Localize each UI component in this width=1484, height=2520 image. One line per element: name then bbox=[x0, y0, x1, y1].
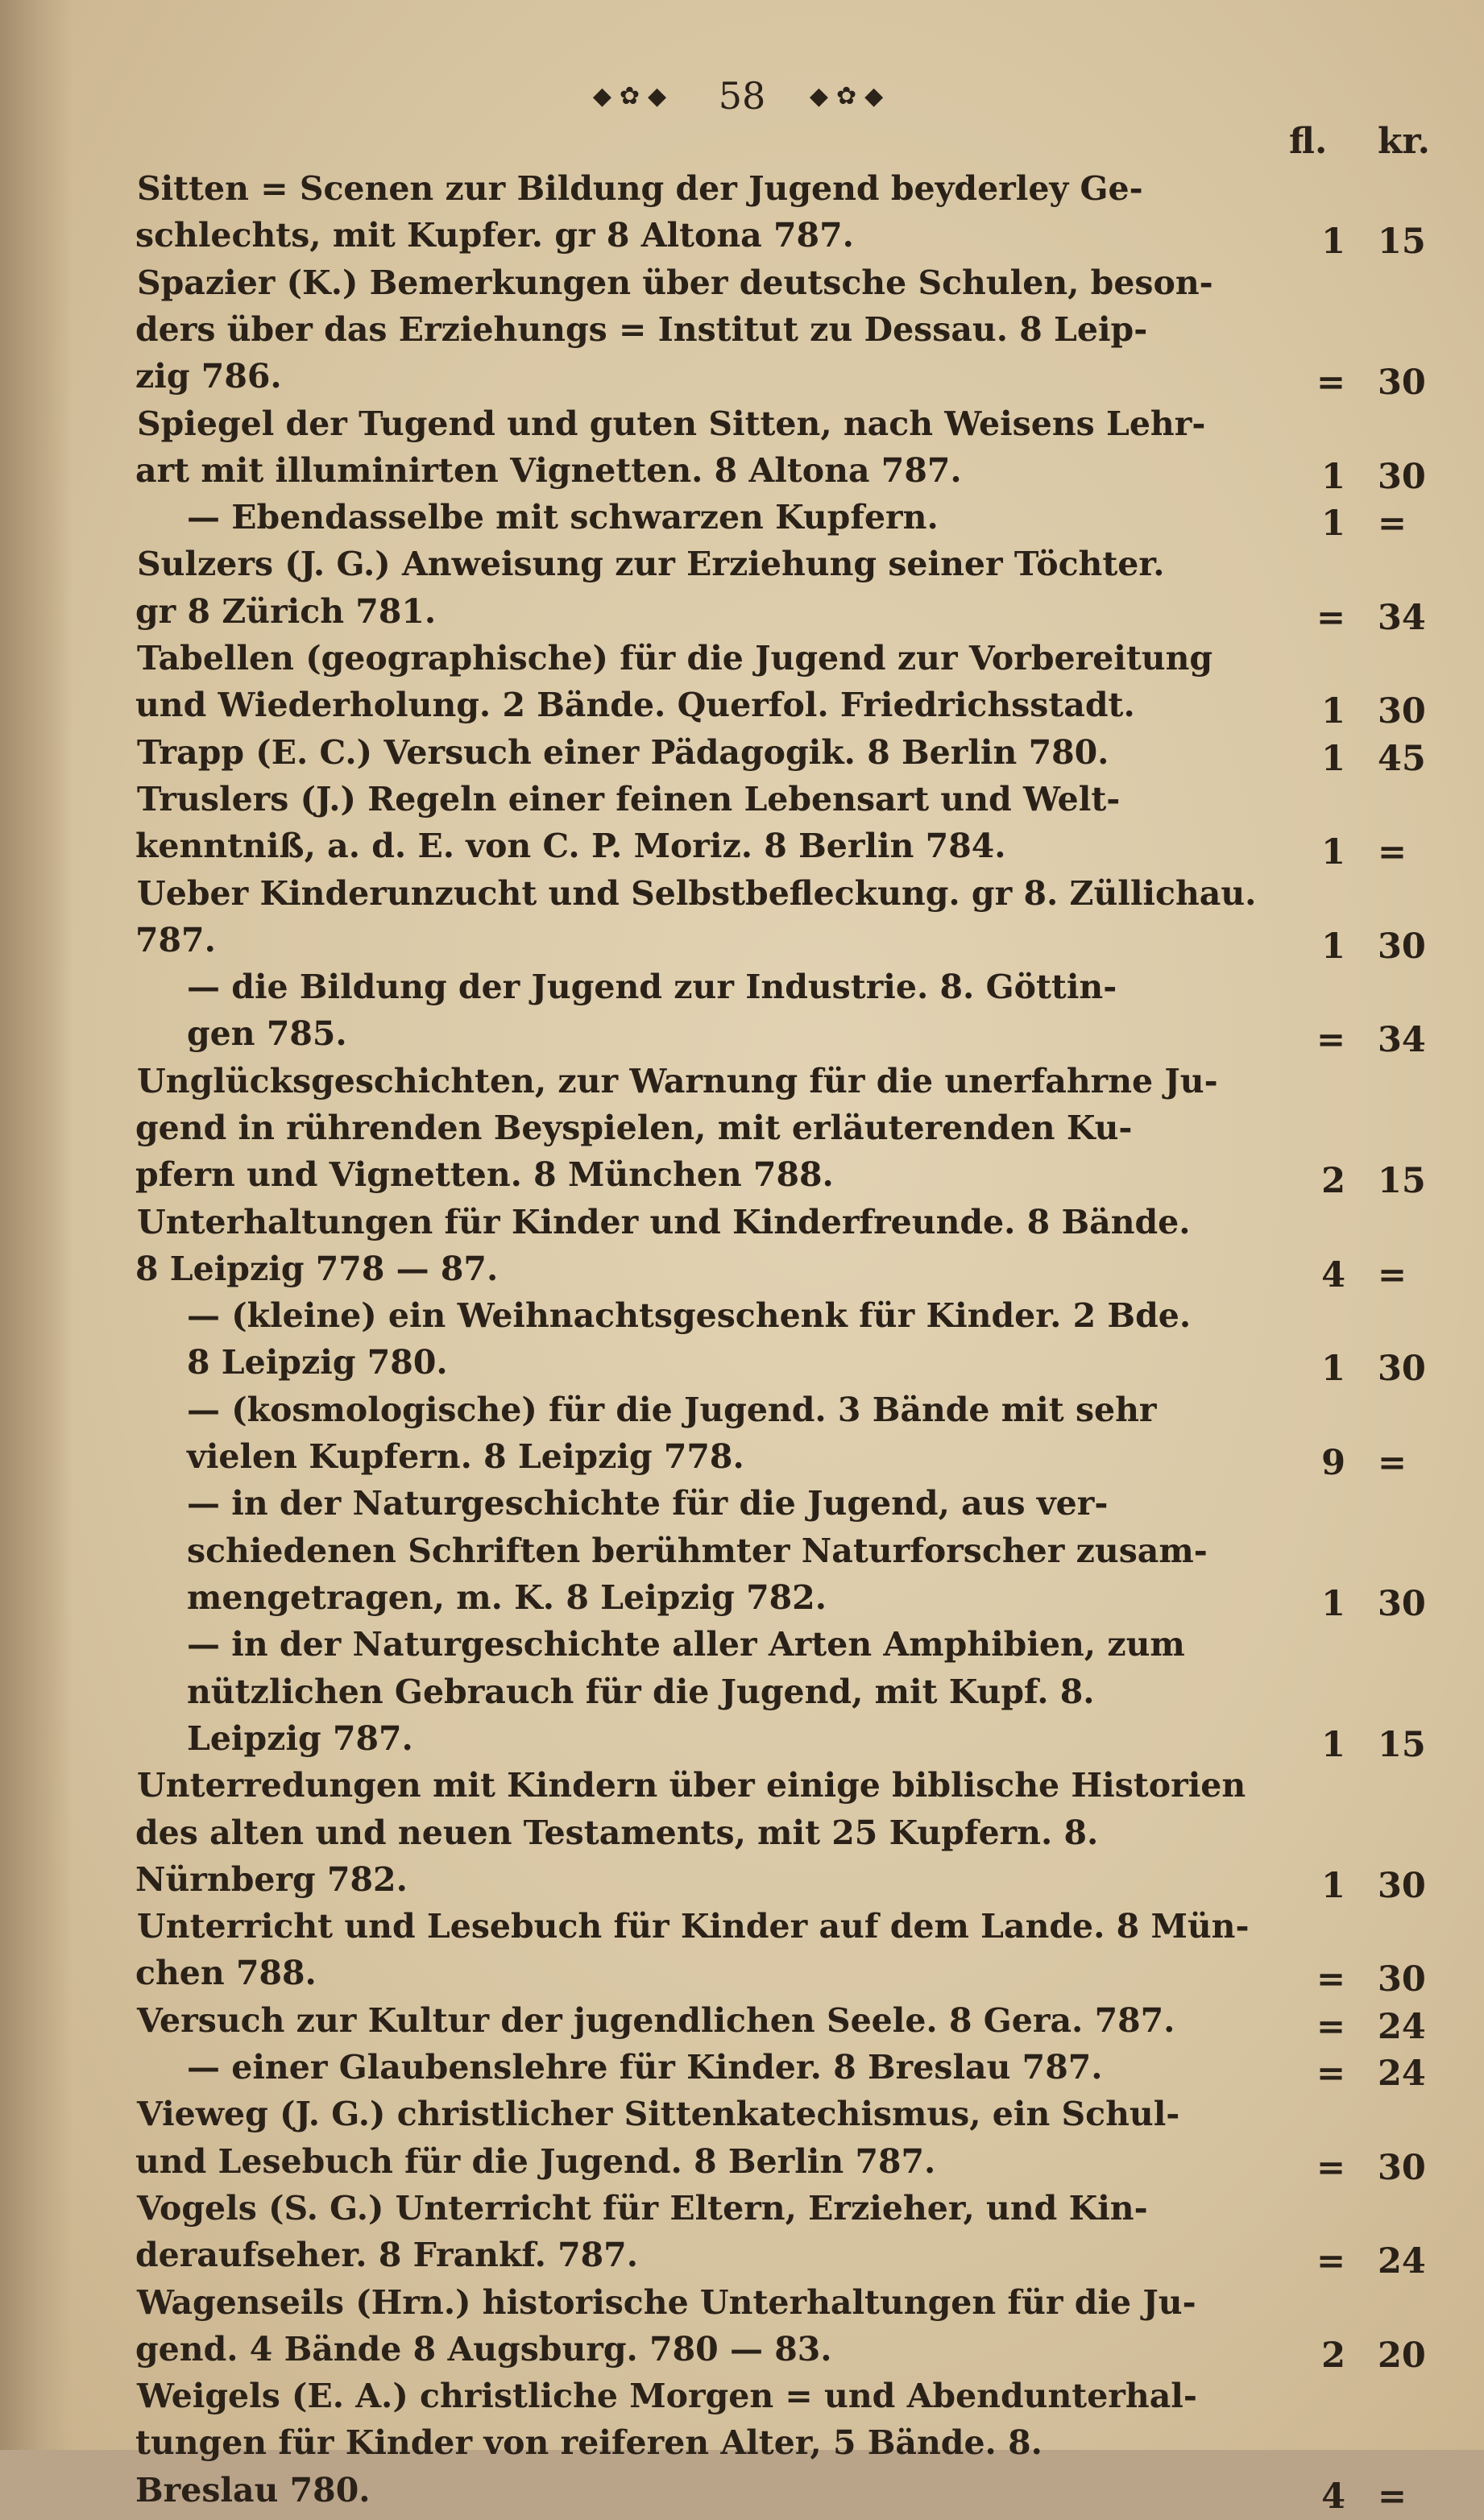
entry-price bbox=[1289, 595, 1466, 641]
ornament-left: ◆✿◆ bbox=[592, 81, 675, 110]
florin-column-label: fl. bbox=[1289, 121, 1328, 162]
entry-line: Versuch zur Kultur der jugendlichen Seele. 8 Gera. 787. bbox=[137, 2001, 1175, 2040]
entry-line: pfern und Vignetten. 8 München 788. bbox=[135, 1155, 834, 1194]
entry-line: — Ebendasselbe mit schwarzen Kupfern. bbox=[187, 498, 939, 537]
price-kreuzer: 15 bbox=[1378, 1161, 1426, 1201]
price-kreuzer: 34 bbox=[1378, 1020, 1426, 1060]
entry-line: gr 8 Zürich 781. bbox=[135, 592, 437, 631]
entry-line: Unterredungen mit Kindern über einige biblische Historien bbox=[137, 1766, 1246, 1805]
entry-line: 8 Leipzig 778 — 87. bbox=[135, 1250, 499, 1288]
price-kreuzer: 34 bbox=[1378, 598, 1426, 638]
price-kreuzer: = bbox=[1378, 1443, 1407, 1483]
entry-line: schlechts, mit Kupfer. gr 8 Altona 787. bbox=[135, 216, 854, 255]
price-florin: = bbox=[1316, 2054, 1345, 2094]
price-florin: = bbox=[1316, 1959, 1345, 2000]
entry-line: Sitten = Scenen zur Bildung der Jugend beyderley Ge- bbox=[137, 169, 1143, 208]
price-kreuzer: 30 bbox=[1378, 1959, 1426, 2000]
entry-line: Breslau 780. bbox=[135, 2471, 371, 2510]
entry-price bbox=[1289, 1158, 1466, 1204]
entry-line: Vieweg (J. G.) christlicher Sittenkatechismus, ein Schul- bbox=[137, 2095, 1180, 2133]
price-kreuzer: 24 bbox=[1378, 2007, 1426, 2047]
ornament-right: ◆✿◆ bbox=[809, 81, 892, 110]
entry-line: gen 785. bbox=[187, 1014, 347, 1053]
price-kreuzer: 30 bbox=[1378, 1584, 1426, 1624]
price-florin: = bbox=[1316, 363, 1345, 403]
page-number: 58 bbox=[718, 74, 766, 118]
entry-line: ders über das Erziehungs = Institut zu Dessau. 8 Leip- bbox=[135, 310, 1148, 349]
entry-line: art mit illuminirten Vignetten. 8 Altona 787. bbox=[135, 451, 962, 490]
price-kreuzer: 15 bbox=[1378, 1725, 1426, 1765]
price-kreuzer: 30 bbox=[1378, 457, 1426, 497]
entry-price bbox=[1289, 2473, 1466, 2520]
price-florin: 1 bbox=[1321, 1584, 1345, 1624]
entry-line: tungen für Kinder von reiferen Alter, 5 Bände. 8. bbox=[135, 2423, 1043, 2462]
price-florin: 1 bbox=[1321, 739, 1345, 779]
entry-price bbox=[1289, 1956, 1466, 2003]
entry-price bbox=[1289, 1440, 1466, 1486]
entry-price bbox=[1289, 1581, 1466, 1627]
entry-line: — einer Glaubenslehre für Kinder. 8 Breslau 787. bbox=[187, 2048, 1103, 2087]
entry-price bbox=[1289, 359, 1466, 406]
entry-line: 787. bbox=[135, 921, 216, 960]
price-florin: 1 bbox=[1321, 1349, 1345, 1389]
entry-price bbox=[1289, 1345, 1466, 1392]
price-kreuzer: = bbox=[1378, 1255, 1407, 1295]
entry-price bbox=[1289, 1722, 1466, 1768]
entry-line: — die Bildung der Jugend zur Industrie. 8. Göttin- bbox=[187, 968, 1117, 1006]
entry-price bbox=[1289, 2332, 1466, 2379]
price-florin: = bbox=[1316, 598, 1345, 638]
entry-price bbox=[1289, 1017, 1466, 1063]
price-kreuzer: 30 bbox=[1378, 1866, 1426, 1906]
price-florin: 1 bbox=[1321, 504, 1345, 544]
entry-line: kenntniß, a. d. E. von C. P. Moriz. 8 Berlin 784. bbox=[135, 827, 1006, 865]
entry-line: — in der Naturgeschichte aller Arten Amphibien, zum bbox=[187, 1625, 1185, 1664]
entry-price bbox=[1289, 688, 1466, 735]
price-florin: 2 bbox=[1321, 2336, 1345, 2376]
price-florin: 1 bbox=[1321, 1866, 1345, 1906]
entry-line: Wagenseils (Hrn.) historische Unterhaltungen für die Ju- bbox=[137, 2283, 1196, 2322]
entry-line: zig 786. bbox=[135, 357, 282, 396]
entry-line: Tabellen (geographische) für die Jugend zur Vorbereitung bbox=[137, 639, 1213, 678]
price-florin: 1 bbox=[1321, 1725, 1345, 1765]
entry-line: Leipzig 787. bbox=[187, 1719, 413, 1758]
entry-price bbox=[1289, 2238, 1466, 2285]
entry-price bbox=[1289, 1863, 1466, 1909]
price-kreuzer: = bbox=[1378, 504, 1407, 544]
price-florin: 4 bbox=[1321, 2476, 1345, 2517]
price-kreuzer: 24 bbox=[1378, 2054, 1426, 2094]
price-florin: = bbox=[1316, 2241, 1345, 2282]
entry-line: Unterricht und Lesebuch für Kinder auf dem Lande. 8 Mün- bbox=[137, 1907, 1250, 1946]
price-florin: 1 bbox=[1321, 691, 1345, 732]
entry-line: und Lesebuch für die Jugend. 8 Berlin 787. bbox=[135, 2142, 936, 2181]
price-kreuzer: = bbox=[1378, 832, 1407, 872]
entry-line: 8 Leipzig 780. bbox=[187, 1343, 448, 1382]
price-kreuzer: 30 bbox=[1378, 926, 1426, 967]
entry-line: Ueber Kinderunzucht und Selbstbefleckung. gr 8. Züllichau. bbox=[137, 874, 1257, 913]
price-florin: 2 bbox=[1321, 1161, 1345, 1201]
entry-price bbox=[1289, 454, 1466, 500]
entry-line: Unglücksgeschichten, zur Warnung für die unerfahrne Ju- bbox=[137, 1062, 1218, 1100]
entry-price bbox=[1289, 2050, 1466, 2097]
entry-line: Vogels (S. G.) Unterricht für Eltern, Erzieher, und Kin- bbox=[137, 2189, 1148, 2228]
price-kreuzer: 30 bbox=[1378, 1349, 1426, 1389]
entry-price bbox=[1289, 923, 1466, 970]
entry-line: schiedenen Schriften berühmter Naturforscher zusam- bbox=[187, 1531, 1208, 1570]
entry-line: deraufseher. 8 Frankf. 787. bbox=[135, 2236, 638, 2274]
price-florin: = bbox=[1316, 2007, 1345, 2047]
entry-line: vielen Kupfern. 8 Leipzig 778. bbox=[187, 1437, 744, 1476]
entry-line: Spazier (K.) Bemerkungen über deutsche Schulen, beson- bbox=[137, 263, 1213, 302]
entry-line: Nürnberg 782. bbox=[135, 1860, 408, 1899]
kreuzer-column-label: kr. bbox=[1378, 121, 1430, 162]
entry-price bbox=[1289, 2004, 1466, 2050]
entry-line: mengetragen, m. K. 8 Leipzig 782. bbox=[187, 1578, 827, 1617]
price-florin: 1 bbox=[1321, 457, 1345, 497]
price-kreuzer: 15 bbox=[1378, 222, 1426, 262]
price-florin: 9 bbox=[1321, 1443, 1345, 1483]
price-kreuzer: 30 bbox=[1378, 691, 1426, 732]
entry-line: Trapp (E. C.) Versuch einer Pädagogik. 8 Berlin 780. bbox=[137, 733, 1109, 772]
entry-line: gend. 4 Bände 8 Augsburg. 780 — 83. bbox=[135, 2330, 832, 2369]
price-kreuzer: 20 bbox=[1378, 2336, 1426, 2376]
price-kreuzer: 30 bbox=[1378, 2148, 1426, 2188]
entry-line: — (kosmologische) für die Jugend. 3 Bände mit sehr bbox=[187, 1391, 1157, 1429]
entry-line: des alten und neuen Testaments, mit 25 Kupfern. 8. bbox=[135, 1813, 1099, 1852]
price-kreuzer: 30 bbox=[1378, 363, 1426, 403]
entry-price bbox=[1289, 500, 1466, 547]
price-kreuzer: 24 bbox=[1378, 2241, 1426, 2282]
price-florin: 1 bbox=[1321, 222, 1345, 262]
entry-price bbox=[1289, 736, 1466, 782]
entry-line: — in der Naturgeschichte für die Jugend, aus ver- bbox=[187, 1484, 1109, 1523]
price-kreuzer: = bbox=[1378, 2476, 1407, 2517]
price-florin: 1 bbox=[1321, 832, 1345, 872]
price-kreuzer: 45 bbox=[1378, 739, 1426, 779]
page-header bbox=[0, 71, 1484, 127]
entry-price bbox=[1289, 2145, 1466, 2191]
price-florin: 1 bbox=[1321, 926, 1345, 967]
entry-line: Sulzers (J. G.) Anweisung zur Erziehung seiner Töchter. bbox=[137, 545, 1165, 583]
entry-line: chen 788. bbox=[135, 1954, 317, 1992]
entry-line: Truslers (J.) Regeln einer feinen Lebensart und Welt- bbox=[137, 780, 1121, 819]
entry-price bbox=[1289, 829, 1466, 876]
entry-line: — (kleine) ein Weihnachtsgeschenk für Kinder. 2 Bde. bbox=[187, 1296, 1192, 1335]
entry-line: Weigels (E. A.) christliche Morgen = und Abendunterhal- bbox=[137, 2377, 1197, 2415]
entry-line: Unterhaltungen für Kinder und Kinderfreunde. 8 Bände. bbox=[137, 1203, 1191, 1241]
entry-price bbox=[1289, 218, 1466, 265]
entry-line: und Wiederholung. 2 Bände. Querfol. Friedrichsstadt. bbox=[135, 686, 1135, 724]
entry-price bbox=[1289, 1252, 1466, 1299]
entry-line: gend in rührenden Beyspielen, mit erläuterenden Ku- bbox=[135, 1109, 1133, 1147]
price-column-header bbox=[1289, 121, 1466, 169]
price-florin: = bbox=[1316, 2148, 1345, 2188]
price-florin: 4 bbox=[1321, 1255, 1345, 1295]
price-florin: = bbox=[1316, 1020, 1345, 1060]
entry-line: nützlichen Gebrauch für die Jugend, mit Kupf. 8. bbox=[187, 1672, 1095, 1711]
entry-line: Spiegel der Tugend und guten Sitten, nach Weisens Lehr- bbox=[137, 404, 1206, 443]
